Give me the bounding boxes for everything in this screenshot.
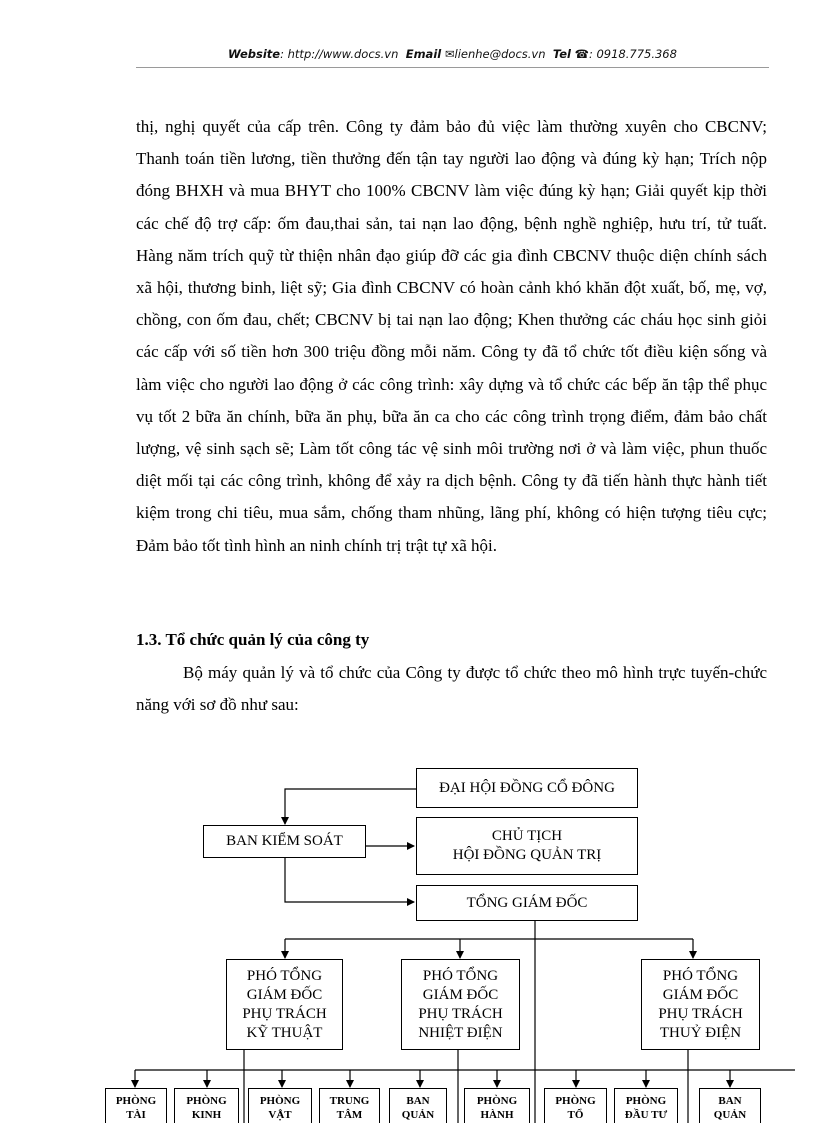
dept-box: PHÒNG TỔ (544, 1088, 607, 1123)
email-icon: ✉ (444, 47, 455, 61)
section-title: 1.3. Tổ chức quản lý của công ty (136, 630, 370, 649)
website-value: : http://www.docs.vn (280, 47, 399, 61)
board-chair-box: CHỦ TỊCH HỘI ĐỒNG QUẢN TRỊ (416, 817, 638, 875)
supervisory-board-box: BAN KIỂM SOÁT (203, 825, 366, 858)
org-chart-connectors (0, 760, 816, 1123)
dept-box: PHÒNG VẬT (248, 1088, 312, 1123)
dept-box: PHÒNG HÀNH (464, 1088, 530, 1123)
page-header (136, 47, 769, 61)
org-chart (0, 760, 816, 1123)
dept-box: BAN QUẢN (389, 1088, 447, 1123)
deputy-thermal-power-box: PHÓ TỔNG GIÁM ĐỐC PHỤ TRÁCH NHIỆT ĐIỆN (401, 959, 520, 1050)
email-label: Email (405, 47, 442, 61)
phone-icon: ☎ (574, 47, 589, 61)
ceo-box: TỔNG GIÁM ĐỐC (416, 885, 638, 921)
email-value: lienhe@docs.vn (454, 47, 546, 61)
deputy-hydropower-box: PHÓ TỔNG GIÁM ĐỐC PHỤ TRÁCH THUỶ ĐIỆN (641, 959, 760, 1050)
intro-paragraph: Bộ máy quản lý và tổ chức của Công ty được tổ chức theo mô hình trực tuyến-chức năng với sơ đồ như sau: (136, 663, 767, 715)
dept-box: PHÒNG KINH (174, 1088, 239, 1123)
deputy-technical-box: PHÓ TỔNG GIÁM ĐỐC PHỤ TRÁCH KỸ THUẬT (226, 959, 343, 1050)
shareholders-box: ĐẠI HỘI ĐỒNG CỔ ĐÔNG (416, 768, 638, 808)
dept-box: TRUNG TÂM (319, 1088, 380, 1123)
header-divider (136, 67, 769, 68)
tel-value: : 0918.775.368 (588, 47, 677, 61)
dept-box: PHÒNG TÀI (105, 1088, 167, 1123)
dept-box: BAN QUẢN (699, 1088, 761, 1123)
body-paragraph: thị, nghị quyết của cấp trên. Công ty đảm bảo đủ việc làm thường xuyên cho CBCNV; Thanh toán tiền lương, tiền thưởng đến tận tay người lao động và đúng kỳ hạn; Trích nộp đóng BHXH và mua BHYT cho 100% CBCNV làm việc đúng kỳ hạn; Giải quyết kịp thời các chế độ trợ cấp: ốm đau,thai sản, tai nạn lao động, bệnh nghề nghiệp, hưu trí, tử tuất. Hàng năm trích quỹ từ thiện nhân đạo giúp đỡ các gia đình CBCNV thuộc diện chính sách xã hội, thương binh, liệt sỹ; Gia đình CBCNV có hoàn cảnh khó khăn đột xuất, bố, mẹ, vợ, chồng, con ốm đau, chết; CBCNV bị tai nạn lao động; Khen thưởng các cháu học sinh giỏi các cấp với số tiền hơn 300 triệu đồng mỗi năm. Công ty đã tổ chức tốt điều kiện sống và làm việc cho người lao động ở các công trình: xây dựng và tổ chức các bếp ăn tập thể phục vụ tốt 2 bữa ăn chính, bữa ăn phụ, bữa ăn ca cho các công trình trọng điểm, đảm bảo chất lượng, vệ sinh sạch sẽ; Làm tốt công tác vệ sinh môi trường nơi ở và làm việc, phun thuốc diệt mối tại các công trình, không để xảy ra dịch bệnh. Công ty đã tiến hành thực hành tiết kiệm trong chi tiêu, mua sắm, chống tham nhũng, lãng phí, không có hiện tượng tiêu cực; Đảm bảo tốt tình hình an ninh chính trị trật tự xã hội. (136, 117, 767, 555)
dept-box: PHÒNG ĐẦU TƯ (614, 1088, 678, 1123)
website-label: Website (228, 47, 281, 61)
tel-label: Tel (552, 47, 571, 61)
